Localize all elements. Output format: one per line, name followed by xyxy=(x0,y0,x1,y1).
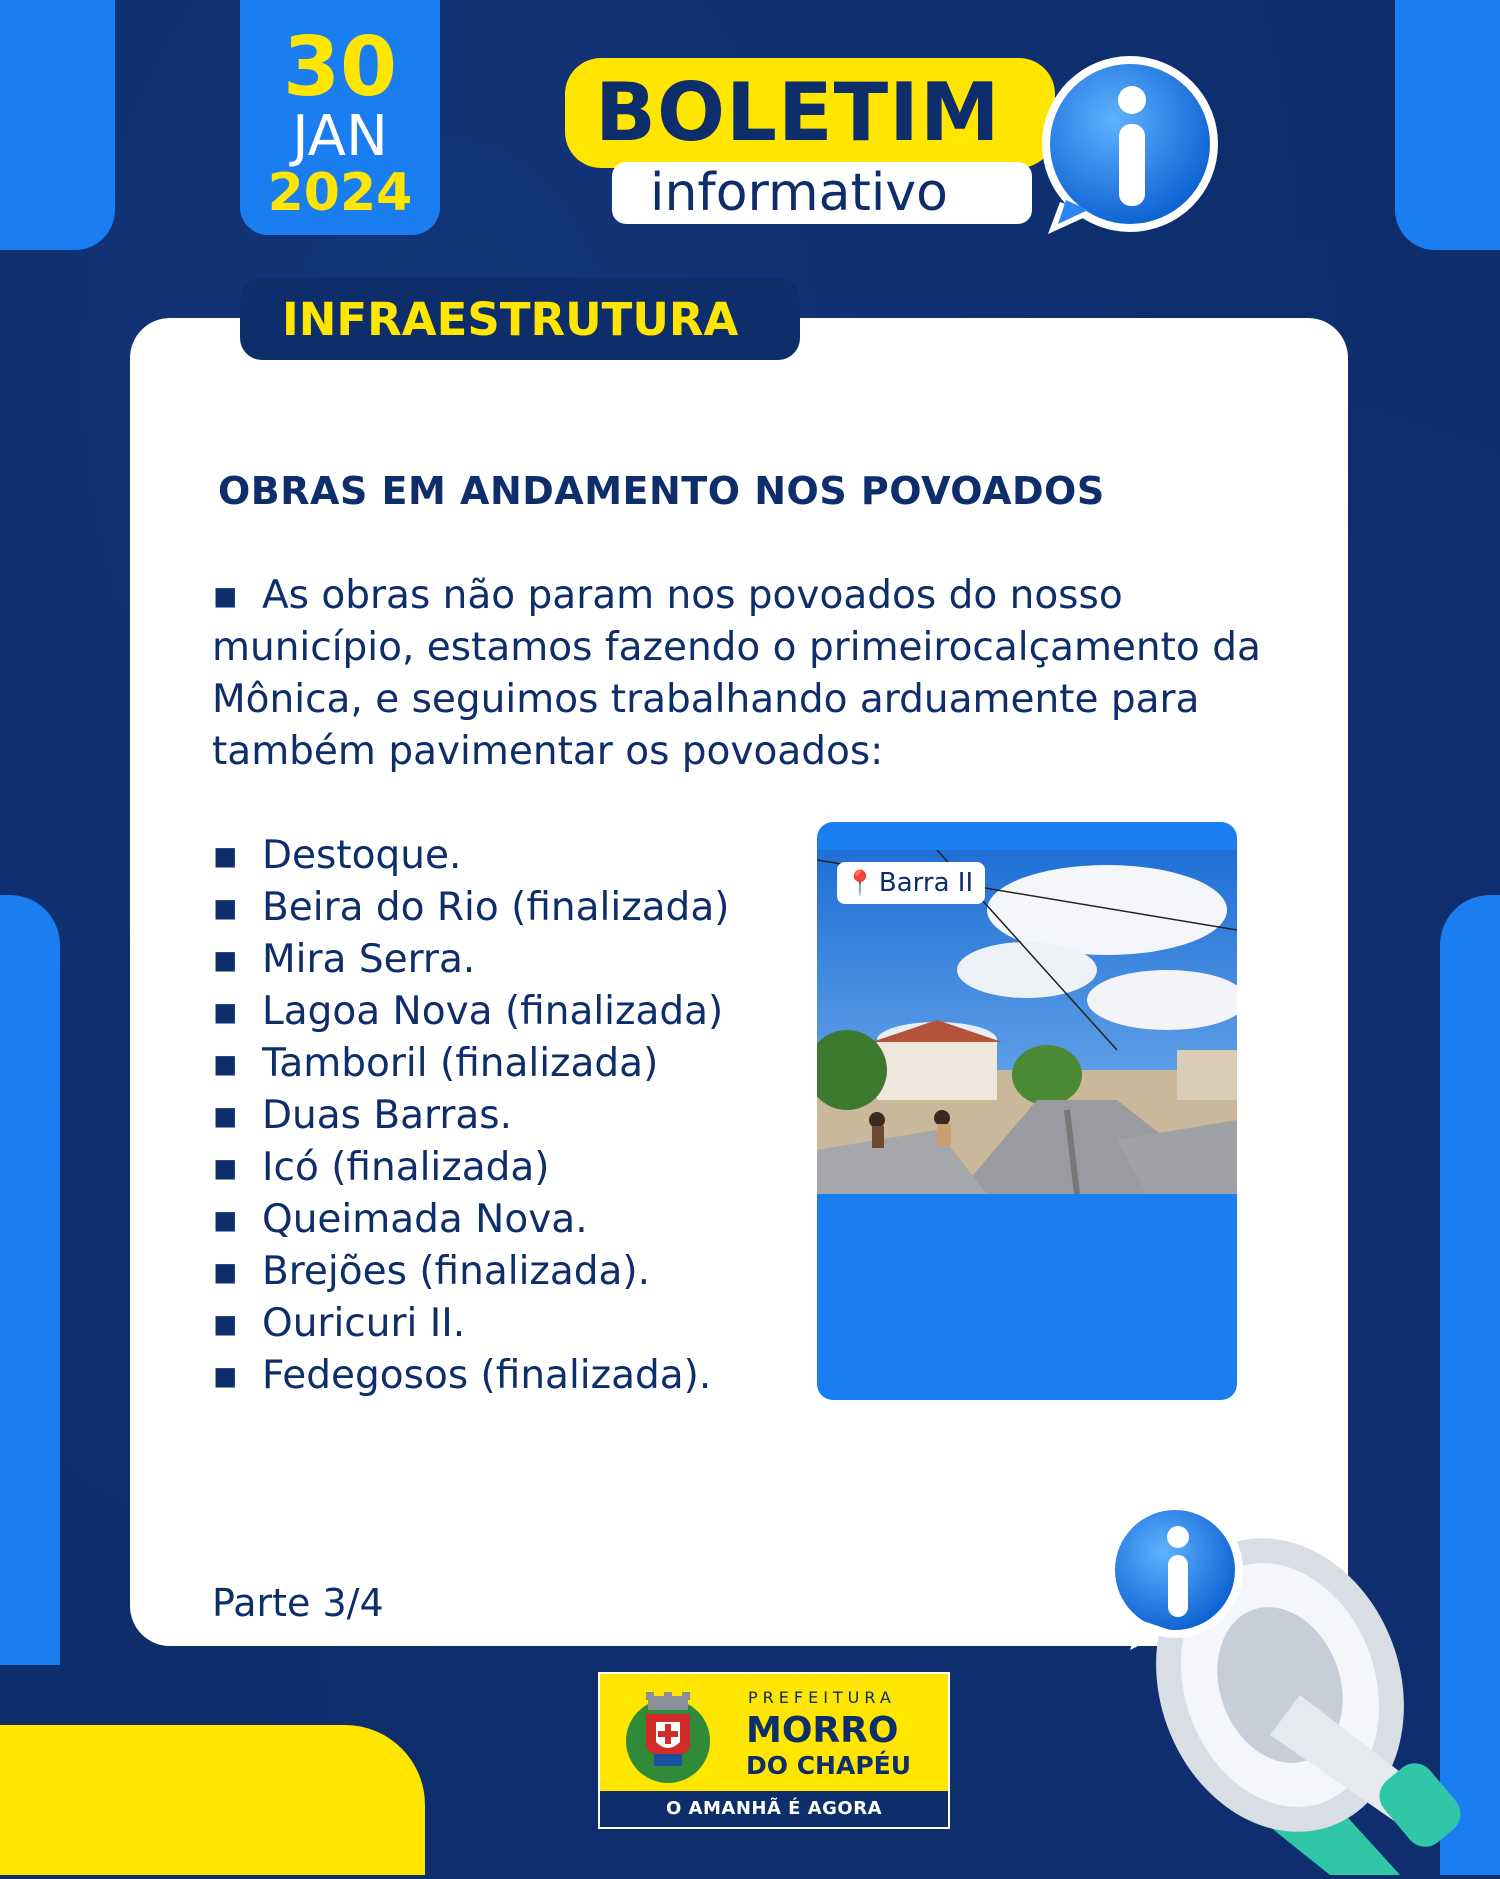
list-bullet: ▪ xyxy=(212,1197,239,1242)
logo-top xyxy=(600,1674,948,1791)
list-item-text: Destoque. xyxy=(262,833,462,878)
part-indicator: Parte 3/4 xyxy=(212,1581,384,1625)
list-item-text: Mira Serra. xyxy=(262,937,476,982)
list-item xyxy=(212,934,729,986)
list-bullet: ▪ xyxy=(212,1145,239,1190)
list-bullet: ▪ xyxy=(212,1249,239,1294)
date-badge xyxy=(240,0,440,235)
list-item-text: Queimada Nova. xyxy=(262,1197,588,1242)
logo-name-line1: MORRO xyxy=(746,1710,899,1751)
photo-location-label xyxy=(837,862,985,904)
decor-tab-top-left xyxy=(0,0,115,250)
list-bullet: ▪ xyxy=(212,937,239,982)
list-bullet: ▪ xyxy=(212,885,239,930)
list-item-text: Fedegosos (finalizada). xyxy=(262,1353,712,1398)
list-item-text: Tamboril (finalizada) xyxy=(262,1041,659,1086)
list-item-text: Icó (finalizada) xyxy=(262,1145,550,1190)
list-bullet: ▪ xyxy=(212,989,239,1034)
list-item xyxy=(212,1298,729,1350)
list-bullet: ▪ xyxy=(212,1353,239,1398)
list-item xyxy=(212,1194,729,1246)
list-bullet: ▪ xyxy=(212,833,239,878)
list-item xyxy=(212,1350,729,1402)
location-pin-icon: 📍 xyxy=(845,869,875,897)
city-logo xyxy=(598,1672,950,1829)
decor-tab-top-right xyxy=(1395,0,1500,250)
logo-slogan: O AMANHÃ É AGORA xyxy=(600,1791,948,1827)
info-bubble-icon xyxy=(1030,52,1220,242)
page-subtitle: informativo xyxy=(650,163,948,223)
list-item xyxy=(212,1090,729,1142)
logo-prefeitura: PREFEITURA xyxy=(748,1688,896,1707)
category-label: INFRAESTRUTURA xyxy=(282,293,739,346)
decor-tab-mid-left xyxy=(0,895,60,1665)
logo-name-line2: DO CHAPÉU xyxy=(746,1751,912,1780)
list-item-text: Ouricuri II. xyxy=(262,1301,466,1346)
list-item xyxy=(212,882,729,934)
list-item xyxy=(212,1038,729,1090)
list-bullet: ▪ xyxy=(212,1093,239,1138)
city-crest-icon xyxy=(618,1686,718,1786)
decor-yellow-corner xyxy=(0,1725,425,1875)
intro-text: As obras não param nos povoados do nosso município, estamos fazendo o primeirocalçamento da Mônica, e seguimos trabalhando arduamente para também pavimentar os povoados: xyxy=(212,573,1261,774)
list-item xyxy=(212,986,729,1038)
list-item-text: Beira do Rio (finalizada) xyxy=(262,885,730,930)
povoados-list xyxy=(212,830,729,1402)
list-bullet: ▪ xyxy=(212,1041,239,1086)
photo-frame xyxy=(817,822,1237,1400)
card-title: OBRAS EM ANDAMENTO NOS POVOADOS xyxy=(218,469,1105,513)
list-item-text: Brejões (finalizada). xyxy=(262,1249,651,1294)
list-item-text: Duas Barras. xyxy=(262,1093,513,1138)
page-title: BOLETIM xyxy=(595,66,1001,159)
list-item xyxy=(212,1142,729,1194)
photo-location-text: Barra II xyxy=(878,868,974,898)
date-month: JAN xyxy=(292,104,388,169)
list-item xyxy=(212,830,729,882)
megaphone-icon xyxy=(1100,1495,1500,1875)
date-day: 30 xyxy=(282,20,398,115)
list-item xyxy=(212,1246,729,1298)
list-bullet: ▪ xyxy=(212,1301,239,1346)
intro-bullet: ▪ xyxy=(212,573,239,618)
intro-paragraph xyxy=(212,570,1272,778)
list-item-text: Lagoa Nova (finalizada) xyxy=(262,989,724,1034)
date-year: 2024 xyxy=(267,163,413,223)
